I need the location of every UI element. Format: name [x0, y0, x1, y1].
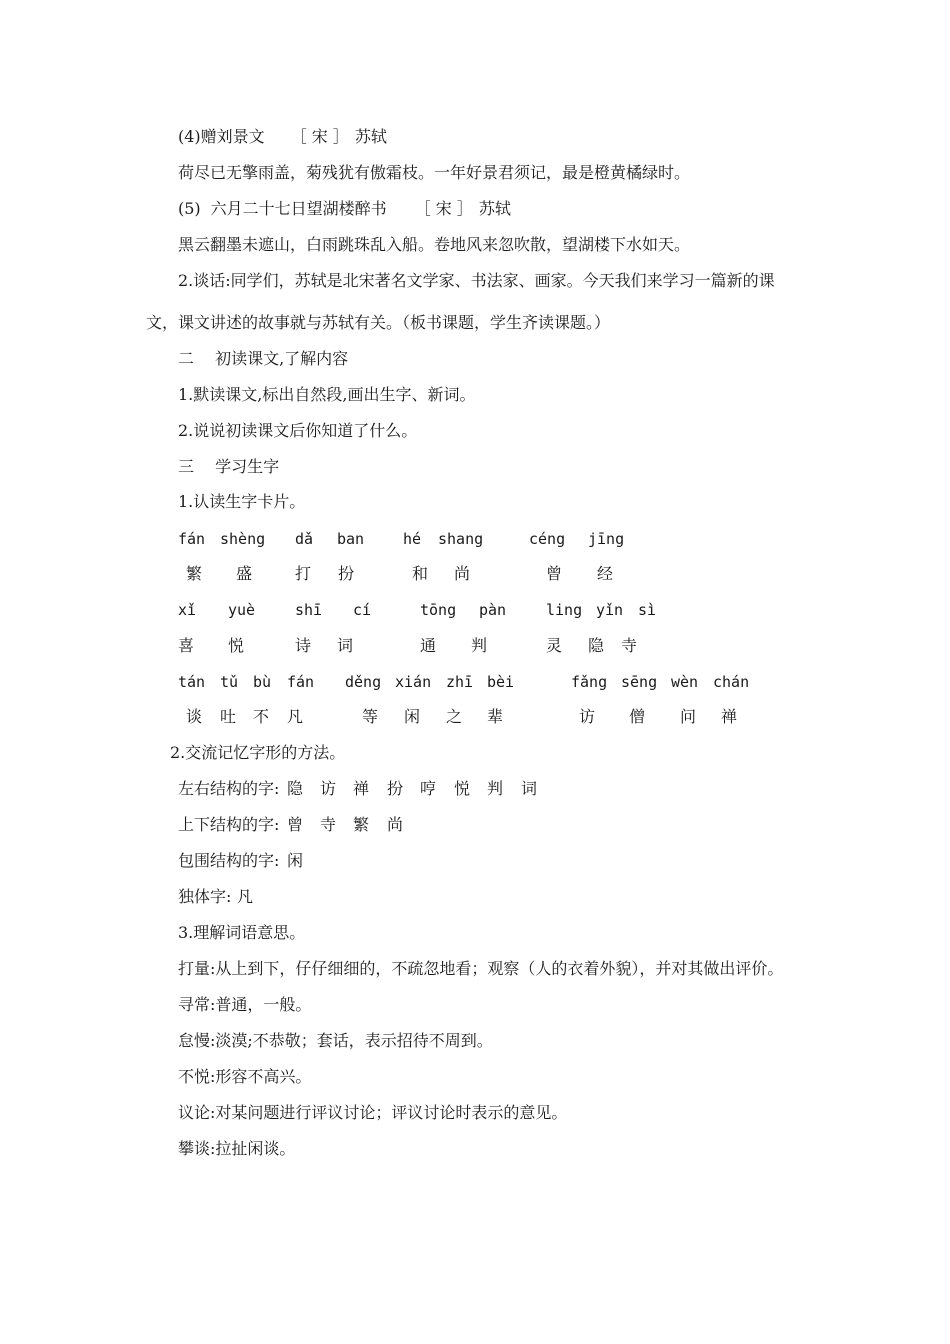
- poem-5-title: 六月二十七日望湖楼醉书: [210, 199, 387, 218]
- vocab-item: 不悦:形容不高兴。: [178, 1067, 312, 1086]
- vocab-heading: 3.理解词语意思。: [178, 923, 306, 942]
- pinyin: xǐ: [178, 601, 197, 619]
- structure-char: 繁: [353, 815, 370, 834]
- card-char: 经: [597, 564, 614, 583]
- pinyin: cí: [353, 601, 372, 619]
- card-char: 凡: [287, 707, 304, 726]
- pinyin: děng: [345, 673, 382, 691]
- pinyin: shèng: [220, 530, 266, 548]
- poem-5-dynasty: ［ 宋 ］: [414, 199, 473, 218]
- pinyin: wèn: [671, 673, 699, 691]
- pinyin: hé: [403, 530, 422, 548]
- card-char: 禅: [721, 707, 738, 726]
- section-2-item-2: 2.说说初读课文后你知道了什么。: [178, 421, 418, 440]
- structure-char: 凡: [237, 887, 254, 906]
- pinyin: bù: [253, 673, 272, 691]
- poem-4-heading: [178, 127, 387, 147]
- section-2-heading: 二 初读课文,了解内容: [178, 349, 349, 368]
- card-char: 僧: [629, 707, 646, 726]
- card-char: 词: [337, 636, 354, 655]
- pinyin: tán: [178, 673, 206, 691]
- card-char: 打: [295, 564, 312, 583]
- card-char: 隐: [588, 636, 605, 655]
- top-bottom-structure-label: 上下结构的字:: [178, 815, 280, 834]
- section-3-heading: 三 学习生字: [178, 457, 280, 476]
- pinyin: fǎng: [571, 673, 608, 691]
- pinyin: ling: [546, 601, 583, 619]
- talk-line-2: 文，课文讲述的故事就与苏轼有关。（板书课题，学生齐读课题。）: [146, 313, 611, 332]
- card-char: 盛: [236, 564, 253, 583]
- pinyin: tōng: [420, 601, 457, 619]
- structure-char: 扮: [387, 779, 404, 798]
- card-char: 灵: [546, 636, 563, 655]
- card-char: 曾: [546, 564, 563, 583]
- poem-4-dynasty: ［ 宋 ］: [290, 127, 349, 146]
- vocab-item: 打量:从上到下，仔仔细细的，不疏忽地看；观察（人的衣着外貌），并对其做出评价。: [178, 959, 784, 978]
- pinyin: céng: [529, 530, 566, 548]
- pinyin: xián: [395, 673, 432, 691]
- structure-char: 隐: [287, 779, 304, 798]
- pinyin: dǎ: [295, 530, 314, 548]
- pinyin: ban: [337, 530, 365, 548]
- single-character-label: 独体字:: [178, 887, 232, 906]
- structure-char: 判: [487, 779, 504, 798]
- card-char: 吐: [220, 707, 237, 726]
- pinyin: fán: [287, 673, 315, 691]
- poem-5-heading: [178, 199, 511, 219]
- card-char: 诗: [295, 636, 312, 655]
- poem-5-author: 苏轼: [478, 199, 511, 218]
- structure-char: 哼: [420, 779, 437, 798]
- card-char: 寺: [621, 636, 638, 655]
- section-2-item-1: 1.默读课文,标出自然段,画出生字、新词。: [178, 385, 476, 404]
- structure-char: 闲: [287, 851, 304, 870]
- card-char: 判: [471, 636, 488, 655]
- vocab-item: 寻常:普通，一般。: [178, 995, 312, 1014]
- pinyin: tǔ: [220, 673, 239, 691]
- structure-char: 寺: [320, 815, 337, 834]
- poem-4-number: (4): [178, 127, 201, 146]
- structure-char: 尚: [387, 815, 404, 834]
- pinyin: shang: [438, 530, 484, 548]
- card-char: 谈: [186, 707, 203, 726]
- card-char: 通: [420, 636, 437, 655]
- structure-char: 词: [521, 779, 538, 798]
- pinyin: shī: [295, 601, 323, 619]
- vocab-item: 攀谈:拉扯闲谈。: [178, 1139, 296, 1158]
- card-char: 问: [680, 707, 697, 726]
- card-char: 等: [362, 707, 379, 726]
- structure-heading: 2.交流记忆字形的方法。: [170, 743, 346, 762]
- card-char: 喜: [178, 636, 195, 655]
- pinyin: sēng: [621, 673, 658, 691]
- pinyin: sì: [638, 601, 657, 619]
- card-char: 繁: [186, 564, 203, 583]
- pinyin: zhī: [446, 673, 474, 691]
- card-char: 不: [253, 707, 270, 726]
- card-char: 辈: [487, 707, 504, 726]
- card-char: 之: [446, 707, 463, 726]
- poem-4-text: 荷尽已无擎雨盖，菊残犹有傲霜枝。一年好景君须记，最是橙黄橘绿时。: [178, 163, 691, 182]
- poem-4-title: 赠刘景文: [200, 127, 265, 146]
- section-3-item-1: 1.认读生字卡片。: [178, 492, 306, 511]
- vocab-item: 议论:对某问题进行评议讨论；评议讨论时表示的意见。: [178, 1103, 568, 1122]
- pinyin: chán: [713, 673, 750, 691]
- pinyin: jīng: [588, 530, 625, 548]
- card-char: 和: [412, 564, 429, 583]
- card-char: 闲: [404, 707, 421, 726]
- pinyin: yuè: [228, 601, 256, 619]
- card-char: 悦: [228, 636, 245, 655]
- structure-char: 禅: [353, 779, 370, 798]
- enclosed-structure-label: 包围结构的字:: [178, 851, 280, 870]
- pinyin: yǐn: [596, 601, 624, 619]
- pinyin: pàn: [479, 601, 507, 619]
- structure-char: 悦: [454, 779, 471, 798]
- card-char: 扮: [338, 564, 355, 583]
- pinyin: bèi: [487, 673, 515, 691]
- card-char: 访: [579, 707, 596, 726]
- left-right-structure-label: 左右结构的字:: [178, 779, 280, 798]
- card-char: 尚: [454, 564, 471, 583]
- poem-5-text: 黑云翻墨未遮山，白雨跳珠乱入船。卷地风来忽吹散，望湖楼下水如天。: [178, 235, 691, 254]
- structure-char: 曾: [287, 815, 304, 834]
- vocab-item: 怠慢:淡漠;不恭敬；套话，表示招待不周到。: [178, 1031, 493, 1050]
- poem-5-number: (5): [178, 199, 201, 218]
- pinyin: fán: [178, 530, 206, 548]
- poem-4-author: 苏轼: [354, 127, 387, 146]
- structure-char: 访: [320, 779, 337, 798]
- talk-line-1: 2.谈话:同学们，苏轼是北宋著名文学家、书法家、画家。今天我们来学习一篇新的课: [178, 271, 775, 290]
